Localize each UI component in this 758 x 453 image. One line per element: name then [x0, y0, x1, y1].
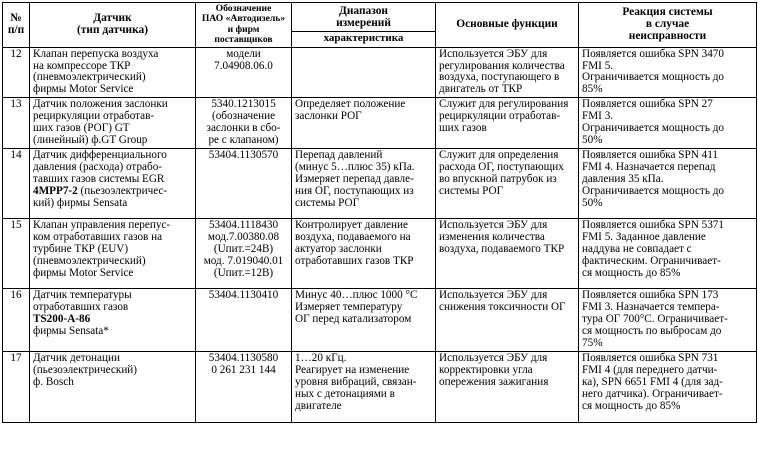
- sensor-cell: Датчик положения заслонки рециркуляции отработав- ших газов (РОГ) GT (линейный) ф.GT Group: [30, 98, 196, 149]
- range-cell: 1…20 кГц. Реагирует на изменение уровня вибраций, связан- ных с детонациями в двигателе: [292, 351, 436, 422]
- row-number: 12: [3, 47, 30, 98]
- header-functions: Основные функции: [436, 3, 579, 48]
- row-number: 16: [3, 288, 30, 351]
- sensor-text-tail: (пьезоэлектричес- кий) фирмы Sensata: [33, 184, 168, 209]
- functions-cell: Используется ЭБУ для снижения токсичности ОГ: [436, 288, 579, 351]
- sensor-table: [2, 2, 757, 423]
- range-cell: Минус 40…плюс 1000 °С Измеряет температуру ОГ перед катализатором: [292, 288, 436, 351]
- range-cell: [292, 47, 436, 98]
- reaction-cell: Появляется ошибка SPN 5371 FMI 5. Заданное давление наддува не совпадает с фактическим. Ограничивает- ся мощность до 85%: [579, 218, 757, 288]
- header-characteristic: характеристика: [292, 31, 436, 47]
- table-row: [3, 47, 757, 98]
- designation-cell: 53404.1130580 0 261 231 144: [196, 351, 292, 422]
- reaction-cell: Появляется ошибка SPN 173 FMI 3. Назначается темпера- тура ОГ 700°С. Ограничивает- ся мощность по выбросам до 75%: [579, 288, 757, 351]
- header-sensor: Датчик (тип датчика): [30, 3, 196, 48]
- sensor-text-tail: фирмы Sensata*: [33, 324, 109, 337]
- functions-cell: Служит для определения расхода ОГ, поступающих во впускной патрубок из системы РОГ: [436, 148, 579, 218]
- row-number: 14: [3, 148, 30, 218]
- reaction-cell: Появляется ошибка SPN 411 FMI 4. Назначается перепад давления 35 кПа. Ограничивается мощность до 50%: [579, 148, 757, 218]
- designation-cell: 53404.1130410: [196, 288, 292, 351]
- header-designation: Обозначение ПАО «Автодизель» и фирм поставщиков: [196, 3, 292, 48]
- range-cell: Определяет положение заслонки РОГ: [292, 98, 436, 149]
- sensor-cell: [30, 288, 196, 351]
- row-number: 13: [3, 98, 30, 149]
- header-no: № п/п: [3, 3, 30, 48]
- reaction-cell: Появляется ошибка SPN 3470 FMI 5. Ограничивается мощность до 85%: [579, 47, 757, 98]
- designation-cell: 53404.1130570: [196, 148, 292, 218]
- sensor-model: 4MPP7-2: [33, 184, 78, 197]
- table-row: [3, 148, 757, 218]
- designation-cell: 5340.1213015 (обозначение заслонки в сбо- ре с клапаном): [196, 98, 292, 149]
- reaction-cell: Появляется ошибка SPN 731 FMI 4 (для переднего датчи- ка), SPN 6651 FMI 4 (для зад- него датчика). Ограничивает- ся мощность до 85%: [579, 351, 757, 422]
- designation-cell: модели 7.04908.06.0: [196, 47, 292, 98]
- sensor-cell: [30, 148, 196, 218]
- designation-cell: 53404.1118430 мод.7.00380.08 (Uпит.=24В) мод. 7.019040.01 (Uпит.=12В): [196, 218, 292, 288]
- range-cell: Контролирует давление воздуха, подаваемого на актуатор заслонки отработавших газов ТКР: [292, 218, 436, 288]
- sensor-cell: Датчик детонации (пьезоэлектрический) ф. Bosch: [30, 351, 196, 422]
- sensor-cell: Клапан управления перепус- ком отработавших газов на турбине ТКР (EUV) (пневмоэлектрический) фирмы Motor Service: [30, 218, 196, 288]
- functions-cell: Служит для регулирования рециркуляции отработав- ших газов: [436, 98, 579, 149]
- sensor-model: TS200-A-86: [33, 312, 91, 325]
- row-number: 15: [3, 218, 30, 288]
- functions-cell: Используется ЭБУ для корректировки угла опережения зажигания: [436, 351, 579, 422]
- table-row: [3, 218, 757, 288]
- sensor-cell: Клапан перепуска воздуха на компрессоре ТКР (пневмоэлектрический) фирмы Motor Service: [30, 47, 196, 98]
- table-row: [3, 351, 757, 422]
- range-cell: Перепад давлений (минус 5…плюс 35) кПа. Измеряет перепад давле- ния ОГ, поступающих из системы РОГ: [292, 148, 436, 218]
- table-row: [3, 288, 757, 351]
- header-range: Диапазон измерений: [292, 3, 436, 32]
- sensor-text: Датчик температуры отработавших газов: [33, 288, 132, 313]
- header-reaction: Реакция системы в случае неисправности: [579, 3, 757, 48]
- row-number: 17: [3, 351, 30, 422]
- table-row: [3, 98, 757, 149]
- functions-cell: Используется ЭБУ для изменения количества воздуха, подаваемого ТКР: [436, 218, 579, 288]
- sensor-text: Датчик дифференциального давления (расхода) отрабо- тавших газов системы EGR: [33, 148, 167, 185]
- reaction-cell: Появляется ошибка SPN 27 FMI 3. Ограничивается мощность до 50%: [579, 98, 757, 149]
- functions-cell: Используется ЭБУ для регулирования количества воздуха, поступающего в двигатель от ТКР: [436, 47, 579, 98]
